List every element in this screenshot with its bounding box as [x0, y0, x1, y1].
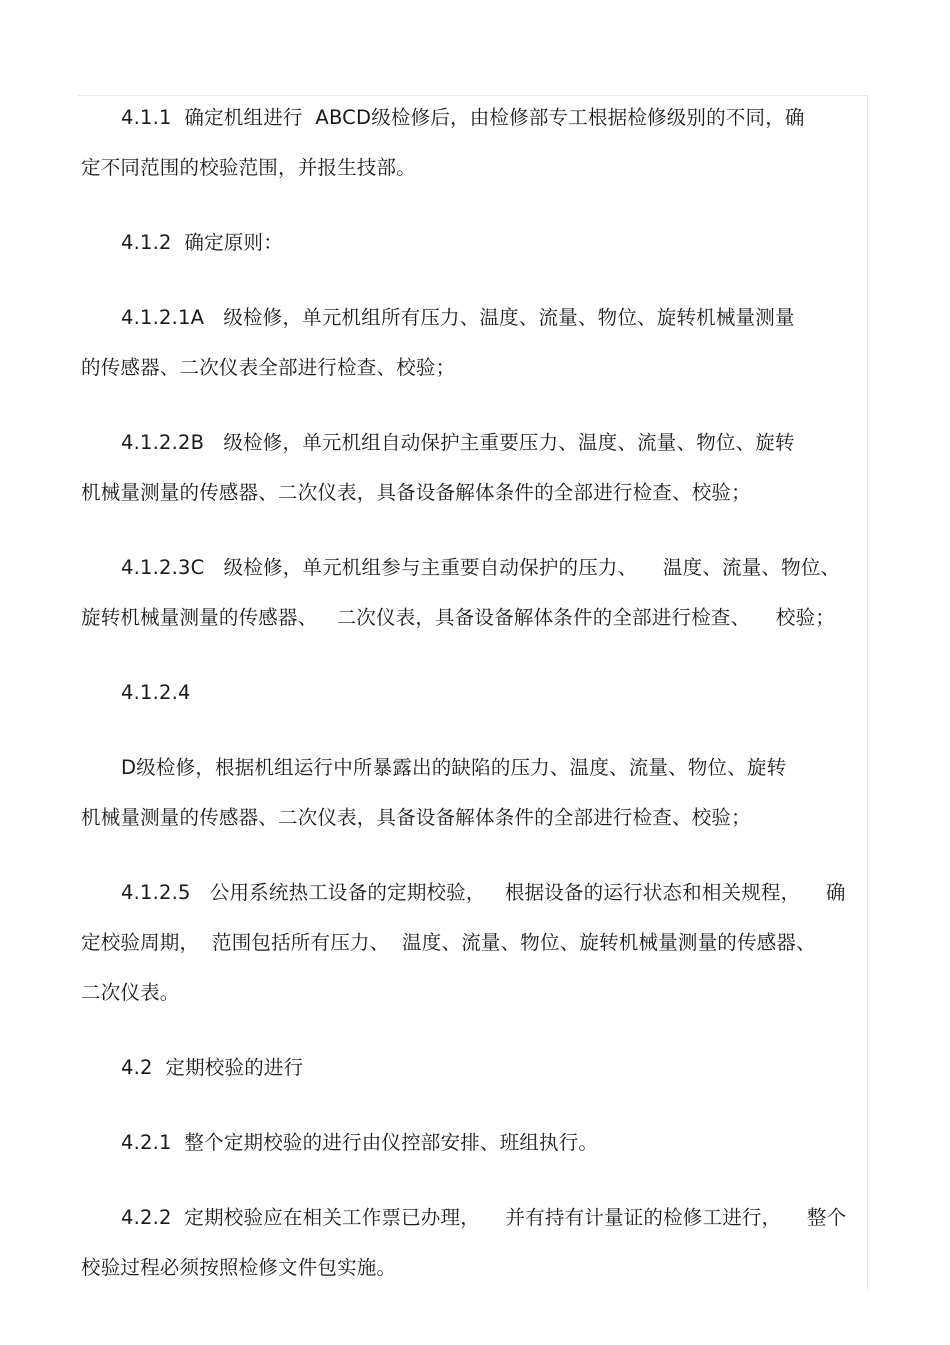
paragraph-4-1-2-5-line-2: 定校验周期， 范围包括所有压力、 温度、流量、物位、旋转机械量测量的传感器、 [81, 931, 816, 954]
paragraph-4-1-2-2-line-2: 机械量测量的传感器、二次仪表，具备设备解体条件的全部进行检查、校验； [81, 481, 751, 504]
paragraph-d-level-line-2: 机械量测量的传感器、二次仪表，具备设备解体条件的全部进行检查、校验； [81, 806, 751, 829]
paragraph-4-2-2-line-2: 校验过程必须按照检修文件包实施。 [81, 1256, 397, 1279]
paragraph-4-1-2-1-line-1: 4.1.2.1A 级检修，单元机组所有压力、温度、流量、物位、旋转机械量测量 [121, 306, 795, 329]
paragraph-4-1-1-line-2: 定不同范围的校验范围，并报生技部。 [81, 156, 416, 179]
paragraph-4-1-2-3-line-1: 4.1.2.3C 级检修，单元机组参与主重要自动保护的压力、 温度、流量、物位、 [121, 556, 841, 579]
paragraph-d-level-line-1: D级检修，根据机组运行中所暴露出的缺陷的压力、温度、流量、物位、旋转 [121, 756, 787, 779]
paragraph-4-1-2-3-line-2: 旋转机械量测量的传感器、 二次仪表，具备设备解体条件的全部进行检查、 校验； [81, 606, 835, 629]
paragraph-4-1-2-2-line-1: 4.1.2.2B 级检修，单元机组自动保护主重要压力、温度、流量、物位、旋转 [121, 431, 795, 454]
heading-4-1-2-4: 4.1.2.4 [121, 681, 191, 704]
paragraph-4-1-2-5-line-1: 4.1.2.5 公用系统热工设备的定期校验， 根据设备的运行状态和相关规程， 确 [121, 881, 846, 904]
page-frame [78, 95, 868, 1290]
heading-4-1-2: 4.1.2 确定原则： [121, 231, 283, 254]
paragraph-4-1-2-1-line-2: 的传感器、二次仪表全部进行检查、校验； [81, 356, 456, 379]
paragraph-4-2-2-line-1: 4.2.2 定期校验应在相关工作票已办理， 并有持有计量证的检修工进行， 整个 [121, 1206, 847, 1229]
paragraph-4-2-1: 4.2.1 整个定期校验的进行由仪控部安排、班组执行。 [121, 1131, 599, 1154]
heading-4-2: 4.2 定期校验的进行 [121, 1056, 304, 1079]
paragraph-4-1-1-line-1: 4.1.1 确定机组进行 ABCD级检修后，由检修部专工根据检修级别的不同，确 [121, 106, 805, 129]
paragraph-4-1-2-5-line-3: 二次仪表。 [81, 981, 180, 1004]
